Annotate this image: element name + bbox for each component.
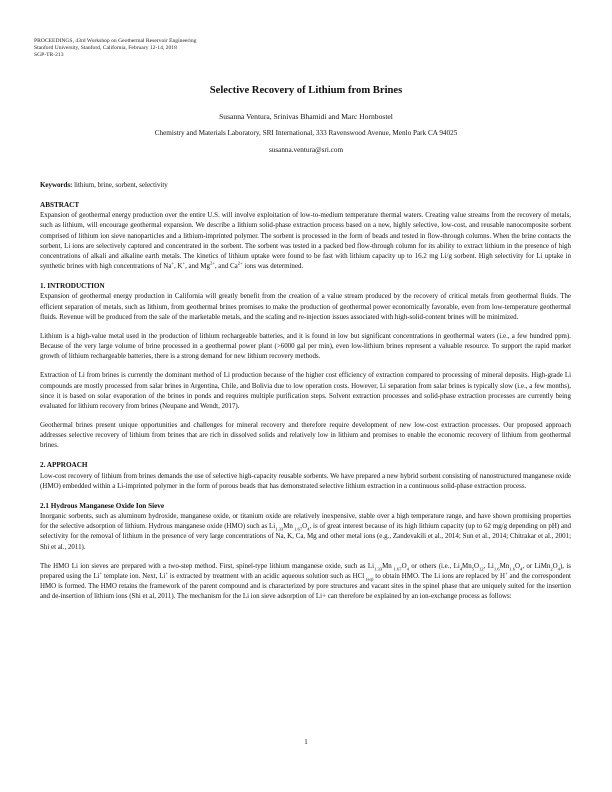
header-line-3: SGP-TR-213 xyxy=(34,52,64,59)
intro-paragraph-4: Geothermal brines present unique opportunities and challenges for mineral recovery and therefore require development of new low-cost extraction processes. Our proposed approach addresses selective recovery of lithium from brines that are rich in dissolved solids and relatively low in lithium and promises to enable the economic recovery of lithium from geothermal brines. xyxy=(40,420,571,450)
email-link[interactable]: susanna.ventura@sri.com xyxy=(268,146,344,154)
header-line-1: PROCEEDINGS, 43rd Workshop on Geothermal Reservoir Engineering xyxy=(34,38,197,44)
affiliation: Chemistry and Materials Laboratory, SRI International, 333 Ravenswood Avenue, Menlo Park CA 94025 xyxy=(154,129,458,137)
keywords-text: lithium, brine, sorbent, selectivity xyxy=(72,181,168,189)
intro-paragraph-2: Lithium is a high-value metal used in the production of lithium rechargeable batteries, and it is found in low but significant concentrations in geothermal waters (i.e., a few hundred ppm). Because of the very large volume of brine processed in a geothermal power plant (>6000 gal per min), even low-lithium brines represent a valuable resource. To support the rapid market growth of lithium rechargeable batteries, there is a strong demand for new lithium recovery methods. xyxy=(40,331,571,361)
page-number: 1 xyxy=(304,738,308,746)
abstract-paragraph: Expansion of geothermal energy production over the entire U.S. will involve exploitation of low-to-medium temperature thermal waters. Creating value streams from the recovery of metals, such as lithium, will encourage geothermal expansion. We describe a lithium solid-phase extraction process based on a new, highly selective, low-cost, and reusable nanocomposite sorbent comprised of lithium ion sieve nanoparticles and a lithium-imprinted polymer. The sorbent is processed in the form of beads and tested in flow-through columns. When the brine contacts the sorbent, Li ions are selectively captured and concentrated in the sorbent. The sorbent was tested in a packed bed flow-through column for its ability to extract lithium in the presence of high concentrations of alkali and alkaline earth metals. The kinetics of lithium uptake were found to be fast with lithium capacity up to 16.2 mg Li/g sorbent. High selectivity for Li uptake in synthetic brines with high concentrations of Na+, K+, and $Mg^{2+}$, and $Ca^{2+}$ ions was determined. xyxy=(40,211,571,271)
approach-heading: 2. APPROACH xyxy=(40,461,88,470)
introduction-heading: 1. INTRODUCTION xyxy=(40,282,105,291)
header-line-2: Stanford University, Stanford, California, February 12-14, 2018 xyxy=(34,45,177,52)
abstract-heading: ABSTRACT xyxy=(40,201,80,210)
section-2-1-paragraph-2: The HMO Li ion sieves are prepared with a two-step method. First, spinel-type lithium manganese oxide, such as $Li_{1.33}Mn$ $_{1.67}O_4$ or others (i.e., $Li_4Mn_5O_{12}$, $Li_{1.6}Mn_{1.6}O_4$, or $LiMn_2O_4$), is prepared using the Li+ template ion. Next, Li+ is extracted by treatment with an acidic aqueous solution such as HCl $_{(aq)}$ to obtain HMO. The Li ions are replaced by H+ and the correspondent HMO is formed. The HMO retains the framework of the parent compound and is characterized by pore structures and vacant sites in the spinel phase that are uniquely suited for the insertion and de-insertion of lithium ions (Shi et al, 2011). The mechanism for the Li ion sieve adsorption of Li+ can therefore be explained by an ion-exchange process as follows: xyxy=(40,561,572,601)
intro-paragraph-1: Expansion of geothermal energy production in California will greatly benefit from the creation of a value stream produced by the recovery of critical metals from geothermal fluids. The efficient separation of metals, such as lithium, from geothermal brines promises to make the production of geothermal power economically favorable, even from low-temperature geothermal fluids. Revenue will be produced from the sale of the marketable metals, and the scaling and re-injection issues associated with high-solid-content brines will be minimized. xyxy=(40,292,571,321)
authors: Susanna Ventura, Srinivas Bhamidi and Marc Hornbostel xyxy=(219,112,393,121)
proceedings-header xyxy=(34,38,196,60)
intro-paragraph-3: Extraction of Li from brines is currently the dominant method of Li production because of the higher cost efficiency of extraction compared to processing of mineral deposits. High-grade Li compounds are mostly processed from salar brines in Argentina, Chile, and Bolivia due to low operation costs. However, Li separation from salar brines is typically slow (i.e., a few months), since it is based on solar evaporation of the brines in ponds and requires multiple purification steps. Solvent extraction processes and solid-phase extraction processes are currently being evaluated for lithium recovery from brines (Neupane and Wendt, 2017). xyxy=(40,371,571,410)
approach-paragraph: Low-cost recovery of lithium from brines demands the use of selective high-capacity reusable sorbents. We have prepared a new hybrid sorbent consisting of nanostructured manganese oxide (HMO) embedded within a Li-imprinted polymer in the form of porous beads that has demonstrated selective lithium extraction in a continuous solid-phase extraction process. xyxy=(40,471,571,490)
keywords-label: Keywords: xyxy=(40,181,73,189)
section-2-1-heading: 2.1 Hydrous Manganese Oxide Ion Sieve xyxy=(40,501,165,510)
section-2-1-paragraph-1: Inorganic sorbents, such as aluminum hydroxide, manganese oxide, or titanium oxide are relatively inexpensive, stable over a high temperature range, and have shown promising properties for the selective adsorption of lithium. Hydrous manganese oxide (HMO) such as $Li_{1.33}Mn$ $_{1.67}O_4$, is of great interest because of its high lithium capacity (up to 62 mg/g depending on pH) and selectivity for the removal of lithium in the presence of very large concentrations of Na, K, Ca, Mg and other metal ions (e.g., Zandevakili et al., 2014; Sun et al., 2014; Chitrakar et al., 2001; Shi et al., 2011). xyxy=(40,512,572,551)
keywords xyxy=(40,180,571,190)
paper-body xyxy=(40,180,571,601)
paper-title: Selective Recovery of Lithium from Brines xyxy=(209,85,403,96)
